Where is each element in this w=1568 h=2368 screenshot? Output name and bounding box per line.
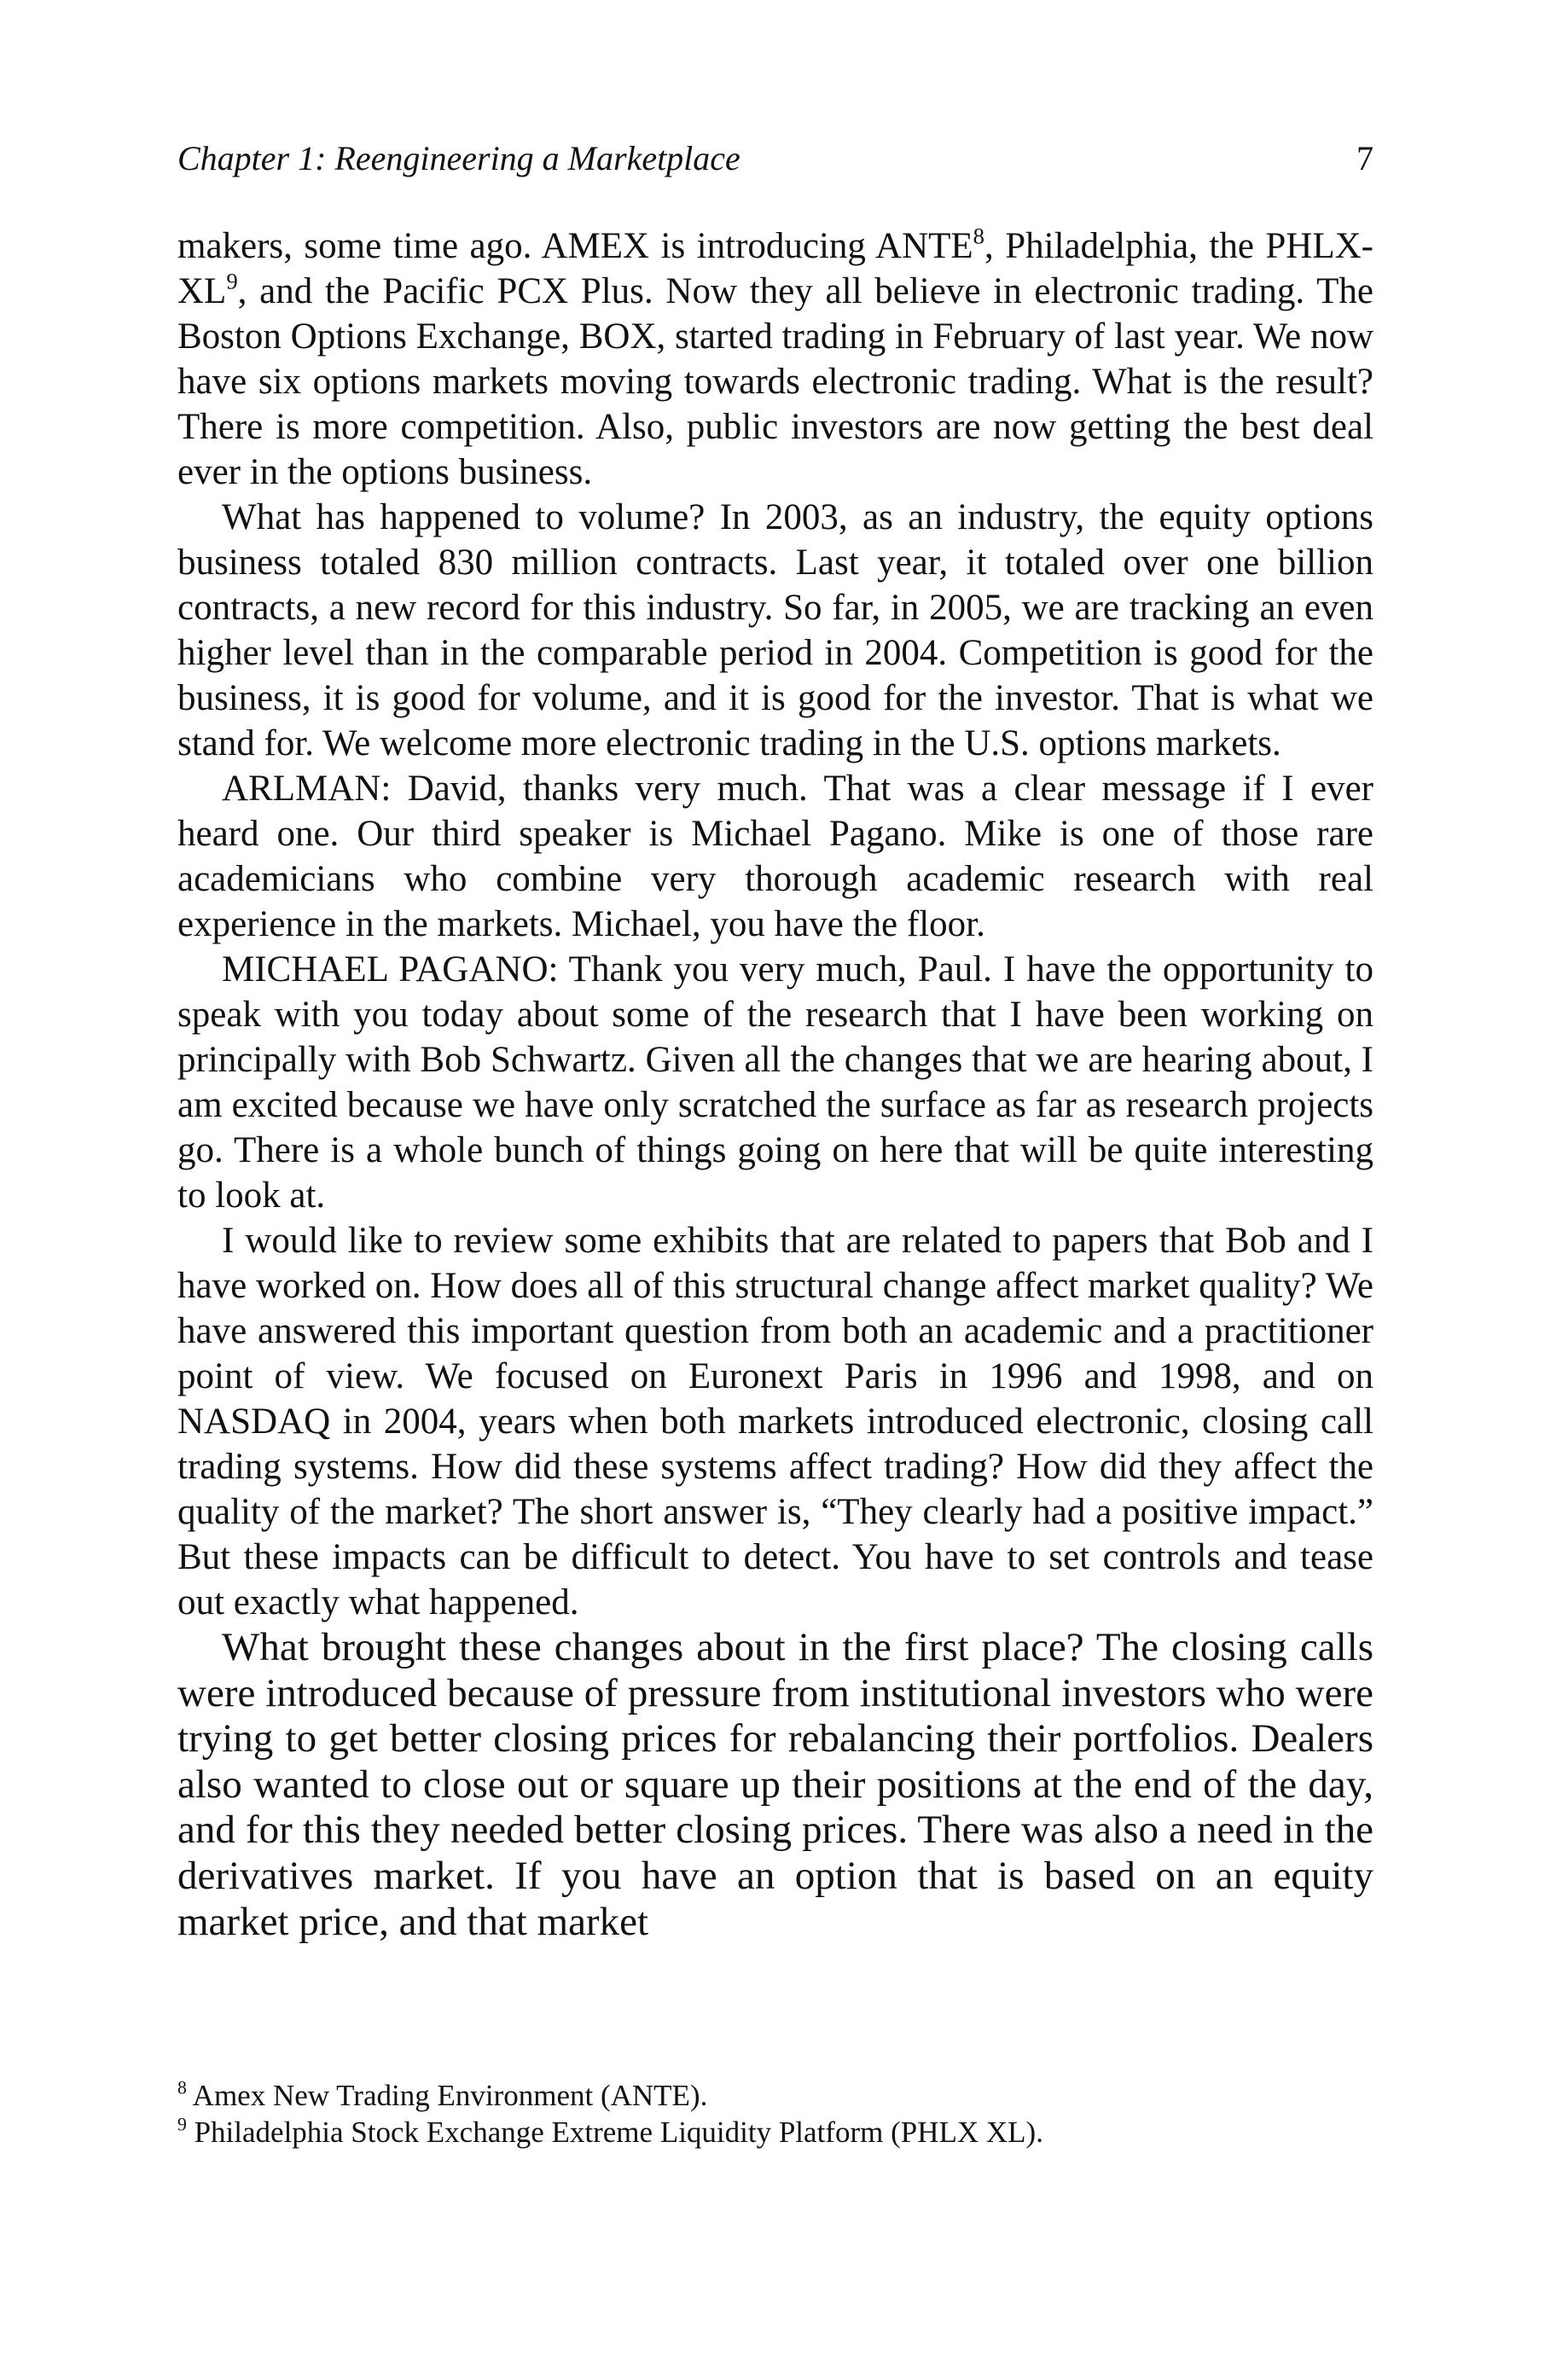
paragraph: ARLMAN: David, thanks very much. That was a clear message if I ever heard one. Our third speaker is Michael Pagano. Mike is one of those rare academicians who combine very thorough academic research with real experience in the markets. Michael, you have the floor. xyxy=(177,769,1373,944)
footnotes xyxy=(177,2077,1373,2150)
body-text xyxy=(177,223,1373,1945)
footnote xyxy=(177,2077,1373,2114)
paragraph: What brought these changes about in the first place? The closing calls were introduced because of pressure from institutional investors who were trying to get better closing prices for rebalancing their portfolios. Dealers also wanted to close out or square up their positions at the end of the day, and for this they needed better closing prices. There was also a need in the derivatives market. If you have an option that is based on an equity market price, and that market xyxy=(177,1625,1373,1944)
page-number: 7 xyxy=(1356,139,1373,177)
footnote-marker: 8 xyxy=(177,2077,187,2098)
paragraph: What has happened to volume? In 2003, as an industry, the equity options business totaled 830 million contracts. Last year, it totaled over one billion contracts, a new record for this industry. So far, in 2005, we are tracking an even higher level than in the comparable period in 2004. Competition is good for the business, it is good for volume, and it is good for the investor. That is what we stand for. We welcome more electronic trading in the U.S. options markets. xyxy=(177,497,1373,763)
footnote-ref: 8 xyxy=(973,223,984,249)
chapter-title: Chapter 1: Reengineering a Marketplace xyxy=(177,139,740,177)
paragraph xyxy=(177,223,1373,495)
paragraph: MICHAEL PAGANO: Thank you very much, Paul. I have the opportunity to speak with you today about some of the research that I have been working on principally with Bob Schwartz. Given all the changes that we are hearing about, I am excited because we have only scratched the surface as far as research projects go. There is a whole bunch of things going on here that will be quite interesting to look at. xyxy=(177,949,1373,1216)
running-head xyxy=(177,135,1373,183)
paragraph-text: makers, some time ago. AMEX is introducing ANTE xyxy=(177,226,973,266)
footnote-ref: 9 xyxy=(226,268,238,294)
paragraph-text: , Philadelphia, the PHLX-XL xyxy=(177,226,1373,311)
paragraph: I would like to review some exhibits that are related to papers that Bob and I have worked on. How does all of this structural change affect market quality? We have answered this important question from both an academic and a practitioner point of view. We focused on Euronext Paris in 1996 and 1998, and on NASDAQ in 2004, years when both markets introduced electronic, closing call trading systems. How did these systems affect trading? How did they affect the quality of the market? The short answer is, “They clearly had a positive impact.” But these impacts can be difficult to detect. You have to set controls and tease out exactly what happened. xyxy=(177,1221,1373,1622)
footnote-text: Philadelphia Stock Exchange Extreme Liquidity Platform (PHLX XL). xyxy=(186,2116,1043,2149)
footnote xyxy=(177,2114,1373,2150)
footnote-text: Amex New Trading Environment (ANTE). xyxy=(186,2079,708,2112)
paragraph-text: , and the Pacific PCX Plus. Now they all believe in electronic trading. The Boston Options Exchange, BOX, started trading in February of last year. We now have six options markets moving towards electronic trading. What is the result? There is more competition. Also, public investors are now getting the best deal ever in the options business. xyxy=(177,271,1373,492)
footnote-marker: 9 xyxy=(177,2114,187,2135)
